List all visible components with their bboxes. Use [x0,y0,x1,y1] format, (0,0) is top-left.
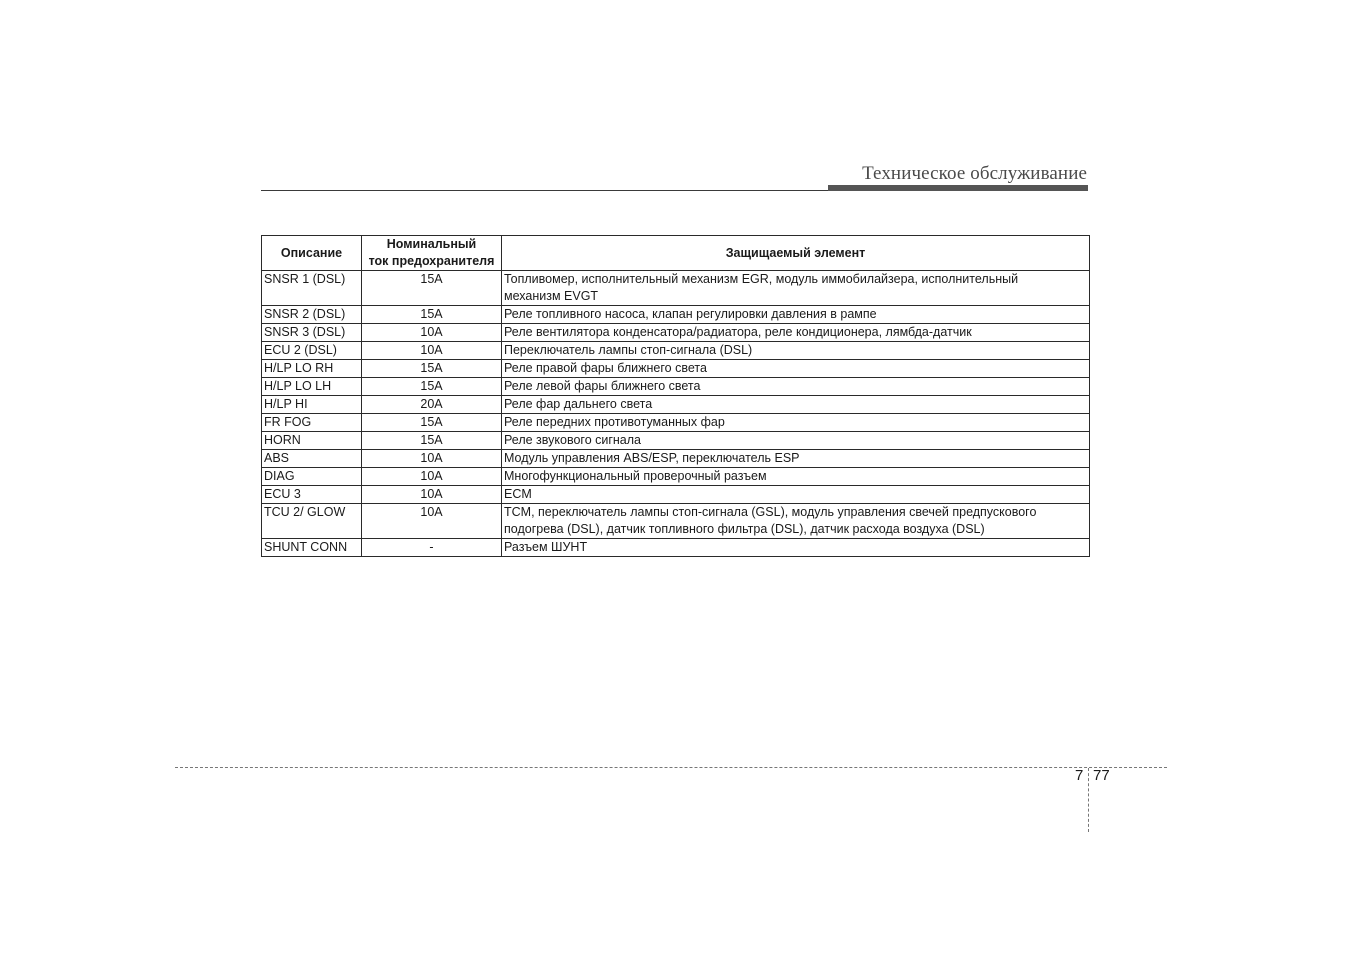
table-row [262,324,1090,342]
fuse-name-cell: TCU 2/ GLOW [262,504,362,539]
fuse-rating-cell: 15A [362,378,502,396]
protected-element-cell [502,396,1090,414]
fuse-rating-cell: 10A [362,450,502,468]
table-row [262,414,1090,432]
protected-element-line: Реле фар дальнего света [504,397,653,411]
fuse-rating-cell: 10A [362,504,502,539]
fuse-name-cell: SNSR 3 (DSL) [262,324,362,342]
table-row [262,378,1090,396]
protected-element-cell [502,539,1090,557]
protected-element-line: Реле вентилятора конденсатора/радиатора, реле кондиционера, лямбда-датчик [504,325,972,339]
section-title: Техническое обслуживание [862,163,1087,184]
protected-element-cell [502,504,1090,539]
table-row [262,539,1090,557]
table-row [262,504,1090,539]
fuse-rating-cell: - [362,539,502,557]
protected-element-cell [502,432,1090,450]
fuse-rating-cell: 15A [362,360,502,378]
fuse-rating-cell: 15A [362,432,502,450]
fuse-name-cell: H/LP HI [262,396,362,414]
fuse-name-cell: DIAG [262,468,362,486]
table-row [262,306,1090,324]
protected-element-line: Реле топливного насоса, клапан регулировки давления в рампе [504,307,877,321]
fuse-rating-cell: 15A [362,306,502,324]
fuse-name-cell: ECU 3 [262,486,362,504]
header-rated-current-line1: Номинальный [386,237,477,251]
fuse-name-cell: SHUNT CONN [262,539,362,557]
protected-element-line: Реле передних противотуманных фар [504,415,725,429]
protected-element-line: Реле левой фары ближнего света [504,379,701,393]
protected-element-cell [502,378,1090,396]
page-number: 77 [1093,767,1110,784]
fuse-rating-cell: 10A [362,468,502,486]
fuse-rating-cell: 10A [362,486,502,504]
fuse-name-cell: SNSR 2 (DSL) [262,306,362,324]
fuse-rating-cell: 10A [362,342,502,360]
protected-element-cell [502,450,1090,468]
protected-element-line: Многофункциональный проверочный разъем [504,469,767,483]
fuse-name-cell: SNSR 1 (DSL) [262,271,362,306]
fuse-rating-cell: 10A [362,324,502,342]
fuse-table-body [262,271,1090,557]
fuse-rating-cell: 20A [362,396,502,414]
table-row [262,450,1090,468]
protected-element-cell [502,468,1090,486]
protected-element-line: ECM [504,487,532,501]
protected-element-cell [502,486,1090,504]
protected-element-cell [502,324,1090,342]
fuse-name-cell: FR FOG [262,414,362,432]
protected-element-line: Переключатель лампы стоп-сигнала (DSL) [504,343,753,357]
protected-element-line: Разъем ШУНТ [504,540,588,554]
header-rated-current-line2: ток предохранителя [368,254,495,268]
table-row [262,271,1090,306]
protected-element-line: Модуль управления ABS/ESP, переключатель ESP [504,451,800,465]
protected-element-line: подогрева (DSL), датчик топливного фильтра (DSL), датчик расхода воздуха (DSL) [504,522,985,536]
table-row [262,468,1090,486]
header-description: Описание [262,236,362,271]
protected-element-line: Топливомер, исполнительный механизм EGR, модуль иммобилайзера, исполнительный [504,272,1019,286]
protected-element-line: механизм EVGT [504,289,599,303]
header-protected-element: Защищаемый элемент [502,236,1090,271]
fuse-name-cell: ABS [262,450,362,468]
table-row [262,486,1090,504]
chapter-number: 7 [1075,767,1084,784]
table-row [262,360,1090,378]
protected-element-cell [502,306,1090,324]
fuse-name-cell: H/LP LO RH [262,360,362,378]
table-row [262,342,1090,360]
fuse-name-cell: H/LP LO LH [262,378,362,396]
header-rule [261,190,828,191]
protected-element-cell [502,271,1090,306]
protected-element-line: Реле звукового сигнала [504,433,642,447]
protected-element-cell [502,414,1090,432]
fuse-name-cell: ECU 2 (DSL) [262,342,362,360]
table-header-row [262,236,1090,271]
fuse-rating-cell: 15A [362,271,502,306]
header-rated-current [362,236,502,271]
footer-dashed-divider [1088,768,1089,832]
footer-dashed-rule [175,767,1167,768]
protected-element-line: Реле правой фары ближнего света [504,361,707,375]
table-row [262,432,1090,450]
fuse-rating-cell: 15A [362,414,502,432]
protected-element-line: TCM, переключатель лампы стоп-сигнала (GSL), модуль управления свечей предпускового [504,505,1037,519]
protected-element-cell [502,360,1090,378]
protected-element-cell [502,342,1090,360]
header-accent-bar [828,185,1088,191]
table-row [262,396,1090,414]
fuse-table [261,235,1090,557]
fuse-name-cell: HORN [262,432,362,450]
